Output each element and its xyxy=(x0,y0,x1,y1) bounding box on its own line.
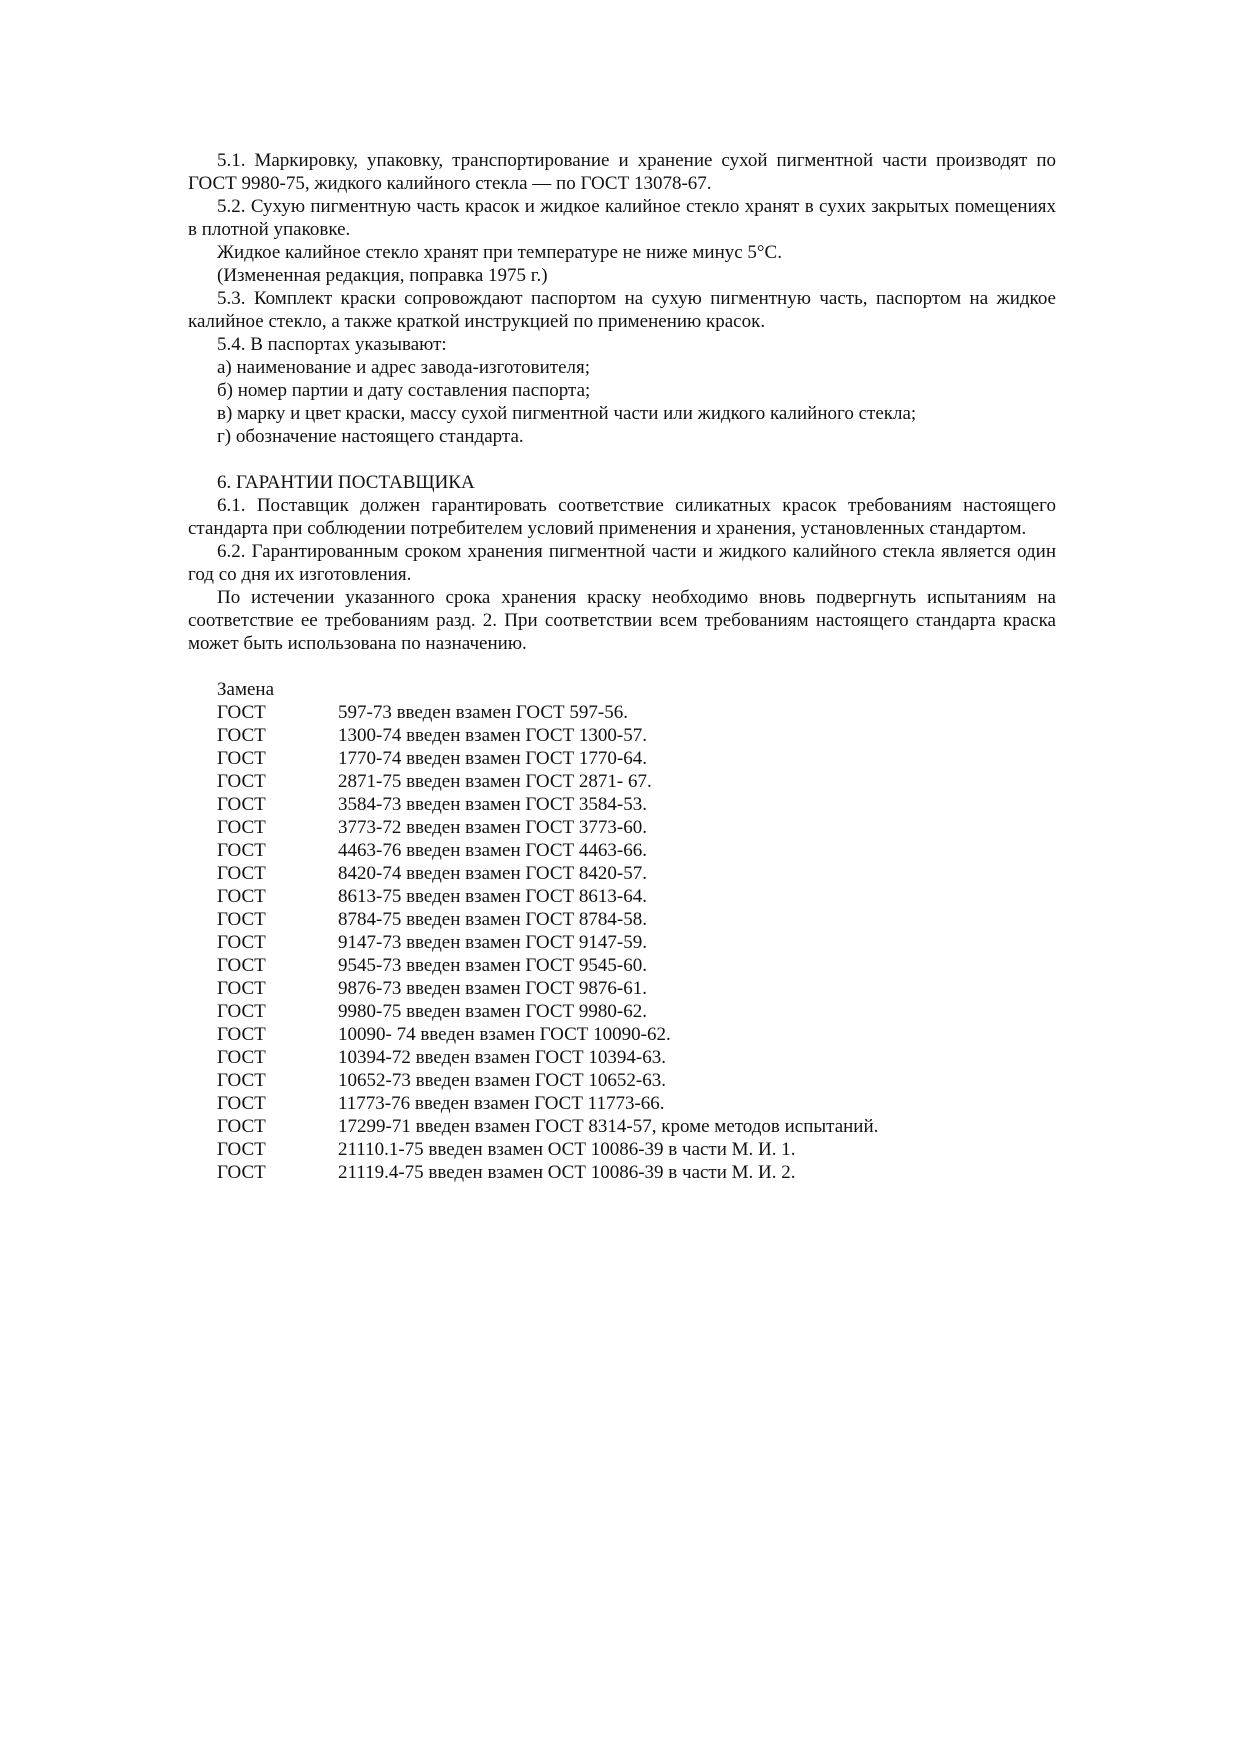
table-row xyxy=(217,977,1056,1000)
table-row xyxy=(217,793,1056,816)
table-row xyxy=(217,839,1056,862)
gost-label: ГОСТ xyxy=(217,932,266,953)
table-row xyxy=(217,701,1056,724)
table-row xyxy=(217,1092,1056,1115)
gost-replacement-text: 4463-76 введен взамен ГОСТ 4463-66. xyxy=(338,840,647,861)
table-row xyxy=(217,724,1056,747)
section-heading: 6. ГАРАНТИИ ПОСТАВЩИКА xyxy=(217,472,475,493)
gost-replacement-text: 8420-74 введен взамен ГОСТ 8420-57. xyxy=(338,863,647,884)
replacement-title: Замена xyxy=(217,679,275,700)
gost-label: ГОСТ xyxy=(217,1139,266,1160)
list-item: в) марку и цвет краски, массу сухой пигментной части или жидкого калийного стекла; xyxy=(217,403,917,424)
amendment-note: (Измененная редакция, поправка 1975 г.) xyxy=(217,265,548,286)
gost-label: ГОСТ xyxy=(217,1162,266,1183)
gost-replacement-text: 8613-75 введен взамен ГОСТ 8613-64. xyxy=(338,886,647,907)
table-row xyxy=(217,770,1056,793)
gost-replacement-text: 3584-73 введен взамен ГОСТ 3584-53. xyxy=(338,794,647,815)
paragraph-5-1: 5.1. Маркировку, упаковку, транспортирование и хранение сухой пигментной части производят по ГОСТ 9980-75, жидкого калийного стекла — по ГОСТ 13078-67. xyxy=(188,150,1056,194)
gost-replacement-text: 9147-73 введен взамен ГОСТ 9147-59. xyxy=(338,932,647,953)
paragraph-storage-temperature: Жидкое калийное стекло хранят при температуре не ниже минус 5°С. xyxy=(217,242,782,263)
gost-label: ГОСТ xyxy=(217,771,266,792)
paragraph-5-3: 5.3. Комплект краски сопровождают паспортом на сухую пигментную часть, паспортом на жидкое калийное стекло, а также краткой инструкцией по применению красок. xyxy=(188,288,1056,332)
table-row xyxy=(217,747,1056,770)
paragraph-expiry: По истечении указанного срока хранения краску необходимо вновь подвергнуть испытаниям на соответствие ее требованиям разд. 2. При соответствии всем требованиям настоящего стандарта краска может быть использована по назначению. xyxy=(188,587,1056,654)
table-row xyxy=(217,1023,1056,1046)
document-page xyxy=(188,149,1056,1184)
replacement-rows xyxy=(217,701,1056,1184)
paragraph-6-2: 6.2. Гарантированным сроком хранения пигментной части и жидкого калийного стекла является один год со дня их изготовления. xyxy=(188,541,1056,585)
paragraph-5-4: 5.4. В паспортах указывают: xyxy=(217,334,447,355)
table-row xyxy=(217,1069,1056,1092)
gost-replacement-text: 9545-73 введен взамен ГОСТ 9545-60. xyxy=(338,955,647,976)
gost-replacement-text: 21110.1-75 введен взамен ОСТ 10086-39 в части М. И. 1. xyxy=(338,1139,796,1160)
gost-label: ГОСТ xyxy=(217,1070,266,1091)
gost-replacement-text: 1300-74 введен взамен ГОСТ 1300-57. xyxy=(338,725,647,746)
gost-label: ГОСТ xyxy=(217,1047,266,1068)
paragraph-6-1: 6.1. Поставщик должен гарантировать соответствие силикатных красок требованиям настоящего стандарта при соблюдении потребителем условий применения и хранения, установленных стандартом. xyxy=(188,495,1056,539)
gost-replacement-text: 9980-75 введен взамен ГОСТ 9980-62. xyxy=(338,1001,647,1022)
gost-label: ГОСТ xyxy=(217,978,266,999)
gost-label: ГОСТ xyxy=(217,817,266,838)
gost-replacement-text: 597-73 введен взамен ГОСТ 597-56. xyxy=(338,702,628,723)
gost-label: ГОСТ xyxy=(217,863,266,884)
gost-replacement-text: 10652-73 введен взамен ГОСТ 10652-63. xyxy=(338,1070,666,1091)
gost-replacement-text: 8784-75 введен взамен ГОСТ 8784-58. xyxy=(338,909,647,930)
gost-replacement-text: 9876-73 введен взамен ГОСТ 9876-61. xyxy=(338,978,647,999)
gost-label: ГОСТ xyxy=(217,1024,266,1045)
gost-label: ГОСТ xyxy=(217,886,266,907)
table-row xyxy=(217,816,1056,839)
gost-replacement-text: 2871-75 введен взамен ГОСТ 2871- 67. xyxy=(338,771,652,792)
gost-label: ГОСТ xyxy=(217,1116,266,1137)
gost-label: ГОСТ xyxy=(217,748,266,769)
table-row xyxy=(217,954,1056,977)
table-row xyxy=(217,1115,1056,1138)
table-row xyxy=(217,1161,1056,1184)
paragraph-5-2: 5.2. Сухую пигментную часть красок и жидкое калийное стекло хранят в сухих закрытых помещениях в плотной упаковке. xyxy=(188,196,1056,240)
table-row xyxy=(217,1138,1056,1161)
gost-replacement-text: 21119.4-75 введен взамен ОСТ 10086-39 в части М. И. 2. xyxy=(338,1162,796,1183)
gost-label: ГОСТ xyxy=(217,725,266,746)
replacement-list xyxy=(188,678,1056,1184)
gost-label: ГОСТ xyxy=(217,955,266,976)
table-row xyxy=(217,1000,1056,1023)
table-row xyxy=(217,908,1056,931)
list-item: б) номер партии и дату составления паспорта; xyxy=(217,380,591,401)
gost-label: ГОСТ xyxy=(217,909,266,930)
list-item: г) обозначение настоящего стандарта. xyxy=(217,426,524,447)
gost-label: ГОСТ xyxy=(217,1093,266,1114)
table-row xyxy=(217,1046,1056,1069)
gost-replacement-text: 10090- 74 введен взамен ГОСТ 10090-62. xyxy=(338,1024,671,1045)
table-row xyxy=(217,885,1056,908)
gost-replacement-text: 1770-74 введен взамен ГОСТ 1770-64. xyxy=(338,748,647,769)
list-item: а) наименование и адрес завода-изготовителя; xyxy=(217,357,591,378)
gost-label: ГОСТ xyxy=(217,702,266,723)
gost-replacement-text: 17299-71 введен взамен ГОСТ 8314-57, кроме методов испытаний. xyxy=(338,1116,879,1137)
gost-replacement-text: 11773-76 введен взамен ГОСТ 11773-66. xyxy=(338,1093,665,1114)
gost-label: ГОСТ xyxy=(217,840,266,861)
gost-replacement-text: 10394-72 введен взамен ГОСТ 10394-63. xyxy=(338,1047,666,1068)
table-row xyxy=(217,862,1056,885)
table-row xyxy=(217,931,1056,954)
gost-replacement-text: 3773-72 введен взамен ГОСТ 3773-60. xyxy=(338,817,647,838)
gost-label: ГОСТ xyxy=(217,794,266,815)
gost-label: ГОСТ xyxy=(217,1001,266,1022)
